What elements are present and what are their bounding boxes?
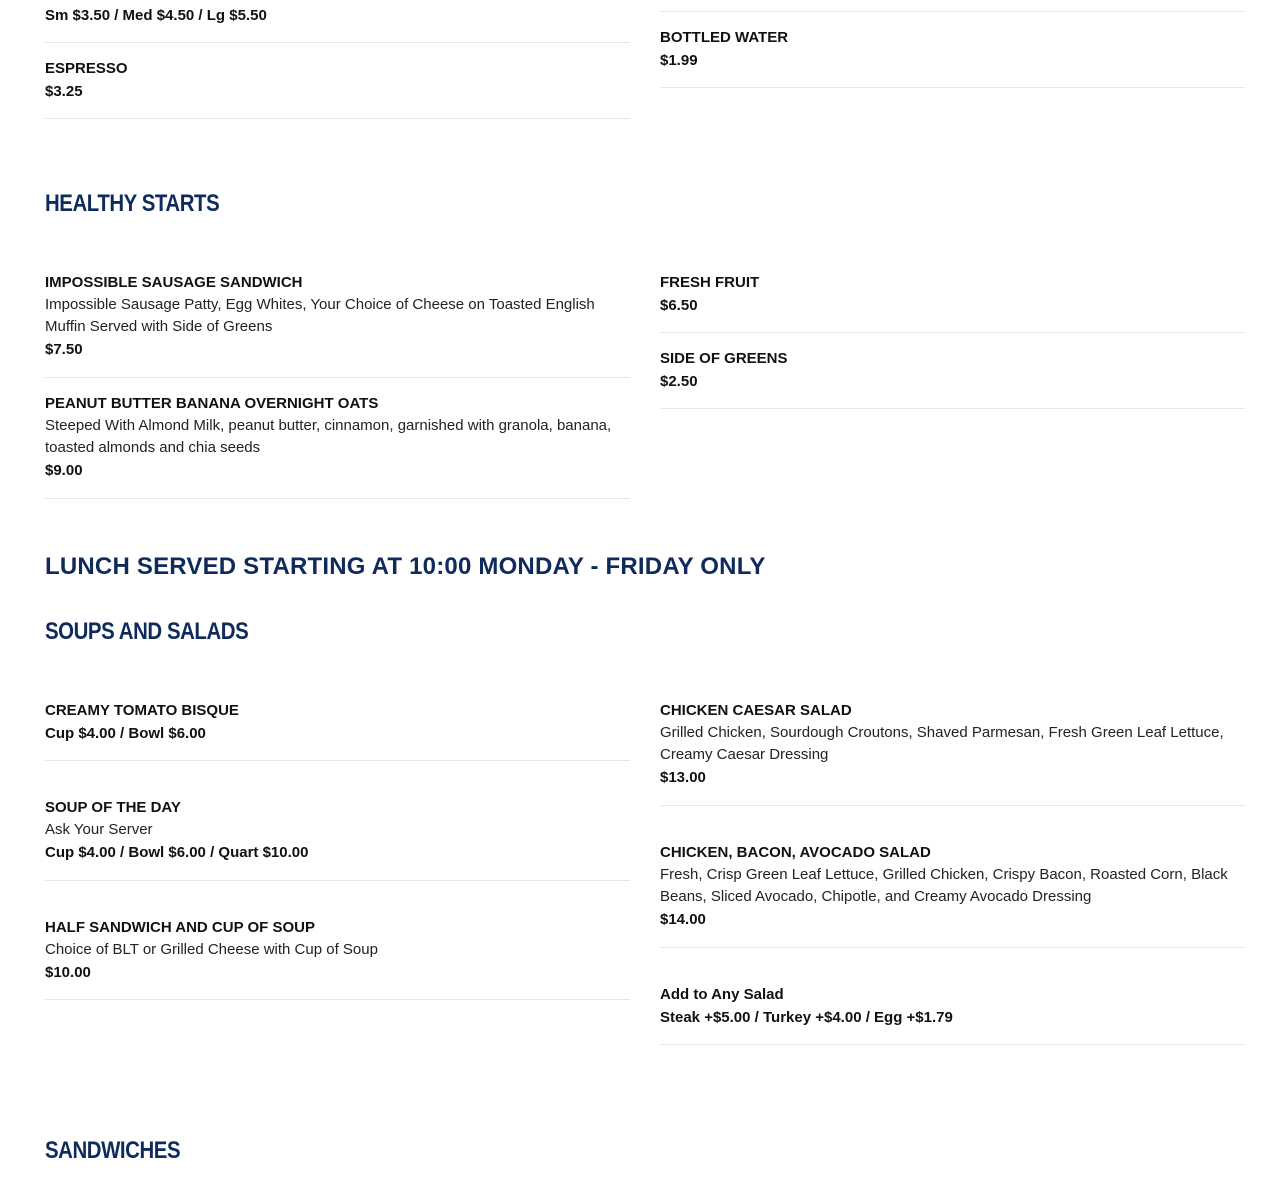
item-name: CHICKEN, BACON, AVOCADO SALAD xyxy=(660,844,931,861)
item-price: Cup $4.00 / Bowl $6.00 xyxy=(45,725,206,742)
item-price: $9.00 xyxy=(45,462,83,479)
category-title-sandwiches: SANDWICHES xyxy=(45,1137,181,1164)
menu-item xyxy=(660,26,1245,72)
menu-item xyxy=(45,4,630,27)
menu-item xyxy=(45,57,630,103)
item-description: Fresh, Crisp Green Leaf Lettuce, Grilled Chicken, Crispy Bacon, Roasted Corn, Black Beans, Sliced Avocado, Chipotle, and Creamy Avocado Dressing xyxy=(660,866,1228,905)
divider xyxy=(660,1044,1245,1045)
item-price: $3.25 xyxy=(45,83,83,100)
item-description: Choice of BLT or Grilled Cheese with Cup of Soup xyxy=(45,941,378,958)
item-description: Grilled Chicken, Sourdough Croutons, Shaved Parmesan, Fresh Green Leaf Lettuce, Creamy Caesar Dressing xyxy=(660,724,1224,763)
divider xyxy=(660,805,1245,806)
item-price: Steak +$5.00 / Turkey +$4.00 / Egg +$1.79 xyxy=(660,1009,953,1026)
item-price: $1.99 xyxy=(660,52,698,69)
menu-item xyxy=(45,271,630,361)
item-name: HALF SANDWICH AND CUP OF SOUP xyxy=(45,919,315,936)
item-name: ESPRESSO xyxy=(45,60,128,77)
divider xyxy=(660,947,1245,948)
item-description: Ask Your Server xyxy=(45,821,153,838)
item-price: Sm $3.50 / Med $4.50 / Lg $5.50 xyxy=(45,7,267,24)
menu-item xyxy=(45,916,630,984)
divider xyxy=(660,408,1245,409)
menu-item xyxy=(45,796,630,864)
menu-item xyxy=(660,841,1245,931)
divider xyxy=(45,760,630,761)
category-title-healthy-starts: HEALTHY STARTS xyxy=(45,190,220,217)
category-title-soups-and-salads: SOUPS AND SALADS xyxy=(45,618,249,645)
item-price: $2.50 xyxy=(660,373,698,390)
item-name: IMPOSSIBLE SAUSAGE SANDWICH xyxy=(45,274,303,291)
menu-item xyxy=(660,271,1245,317)
divider xyxy=(45,118,630,119)
menu-item xyxy=(660,983,1245,1029)
menu-item xyxy=(660,347,1245,393)
item-description: Steeped With Almond Milk, peanut butter, cinnamon, garnished with granola, banana, toasted almonds and chia seeds xyxy=(45,417,612,456)
item-name: CHICKEN CAESAR SALAD xyxy=(660,702,852,719)
item-price: $6.50 xyxy=(660,297,698,314)
menu-item xyxy=(660,699,1245,789)
divider xyxy=(45,42,630,43)
item-price: $10.00 xyxy=(45,964,91,981)
divider xyxy=(45,880,630,881)
menu-item xyxy=(45,699,630,745)
divider xyxy=(45,377,630,378)
item-price: $13.00 xyxy=(660,769,706,786)
divider xyxy=(45,498,630,499)
divider xyxy=(45,999,630,1000)
item-name: PEANUT BUTTER BANANA OVERNIGHT OATS xyxy=(45,395,379,412)
item-name: CREAMY TOMATO BISQUE xyxy=(45,702,239,719)
item-name: FRESH FRUIT xyxy=(660,274,760,291)
item-name: Add to Any Salad xyxy=(660,986,784,1003)
item-name: BOTTLED WATER xyxy=(660,29,789,46)
divider xyxy=(660,87,1245,88)
item-description: Impossible Sausage Patty, Egg Whites, Your Choice of Cheese on Toasted English Muffin Served with Side of Greens xyxy=(45,296,595,335)
menu-item xyxy=(45,392,630,482)
item-price: Cup $4.00 / Bowl $6.00 / Quart $10.00 xyxy=(45,844,309,861)
item-price: $7.50 xyxy=(45,341,83,358)
item-name: SIDE OF GREENS xyxy=(660,350,788,367)
lunch-hours-banner: LUNCH SERVED STARTING AT 10:00 MONDAY - FRIDAY ONLY xyxy=(45,553,766,580)
divider xyxy=(660,11,1245,12)
item-price: $14.00 xyxy=(660,911,706,928)
item-name: SOUP OF THE DAY xyxy=(45,799,181,816)
divider xyxy=(660,332,1245,333)
